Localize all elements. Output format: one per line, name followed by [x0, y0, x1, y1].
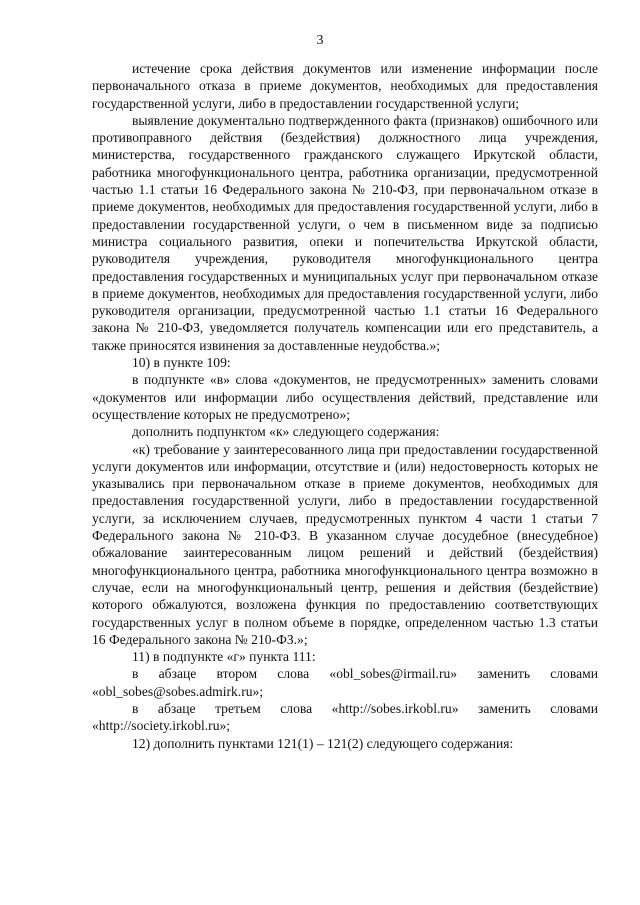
- paragraph-add-subitem-k: дополнить подпунктом «к» следующего содержания:: [132, 424, 440, 440]
- paragraph-item-11: 11) в подпункте «г» пункта 111:: [132, 649, 316, 665]
- paragraph-expired-documents: истечение срока действия документов или изменение информации после первоначального отказа в приеме документов, необходимых для предоставления государственной услуги, либо в предоставлении государственной услуги;: [92, 61, 598, 111]
- paragraph-subitem-v: в подпункте «в» слова «документов, не предусмотренных» заменить словами «документов или информации либо осуществления действий, представление или осуществление которых не предусмотрено»;: [92, 372, 598, 422]
- paragraph-item-10: 10) в пункте 109:: [132, 355, 231, 371]
- paragraph-email-replace: в абзаце втором слова «obl_sobes@irmail.ru» заменить словами «obl_sobes@sobes.admirk.ru»;: [92, 666, 598, 699]
- paragraph-item-12: 12) дополнить пунктами 121(1) – 121(2) следующего содержания:: [132, 735, 514, 751]
- paragraph-erroneous-action: выявление документально подтвержденного факта (признаков) ошибочного или противоправного действия (бездействия) должностного лица учреждения, министерства, государственного гражданского служащего Иркутской области, работника многофункционального центра, работника организации, предусмотренной частью 1.1 статьи 16 Федерального закона № 210-ФЗ, при первоначальном отказе в приеме документов, необходимых для предоставления государственной услуги, либо в предоставлении государственной услуги, о чем в письменном виде за подписью министра социального развития, опеки и попечительства Иркутской области, руководителя учреждения, руководителя многофункционального центра предоставления государственных и муниципальных услуг при первоначальном отказе в приеме документов, необходимых для предоставления государственной услуги, либо руководителя организации, предусмотренной частью 1.1 статьи 16 Федерального закона № 210-ФЗ, уведомляется получатель компенсации или его представитель, а также приносятся извинения за доставленные неудобства.»;: [92, 112, 598, 353]
- page-number: 3: [316, 33, 324, 48]
- paragraph-subitem-k-text: «к) требование у заинтересованного лица при предоставлении государственной услуги документов или информации, отсутствие и (или) недостоверность которых не указывались при первоначальном отказе в приеме документов, необходимых для предоставления государственной услуги, либо в предоставлении государственной услуги, за исключением случаев, предусмотренных пунктом 4 части 1 статьи 7 Федерального закона № 210-ФЗ. В указанном случае досудебное (внесудебное) обжалование заинтересованным лицом решений и действий (бездействия) многофункционального центра, работника многофункционального центра возможно в случае, если на многофункциональный центр, решения и действия (бездействие) которого обжалуются, возложена функция по предоставлению соответствующих государственных услуг в полном объеме в порядке, определенном частью 1.3 статьи 16 Федерального закона № 210-ФЗ.»;: [92, 441, 598, 647]
- document-body: [92, 60, 598, 752]
- paragraph-url-replace: в абзаце третьем слова «http://sobes.irkobl.ru» заменить словами «http://society.irkobl.ru»;: [92, 700, 598, 734]
